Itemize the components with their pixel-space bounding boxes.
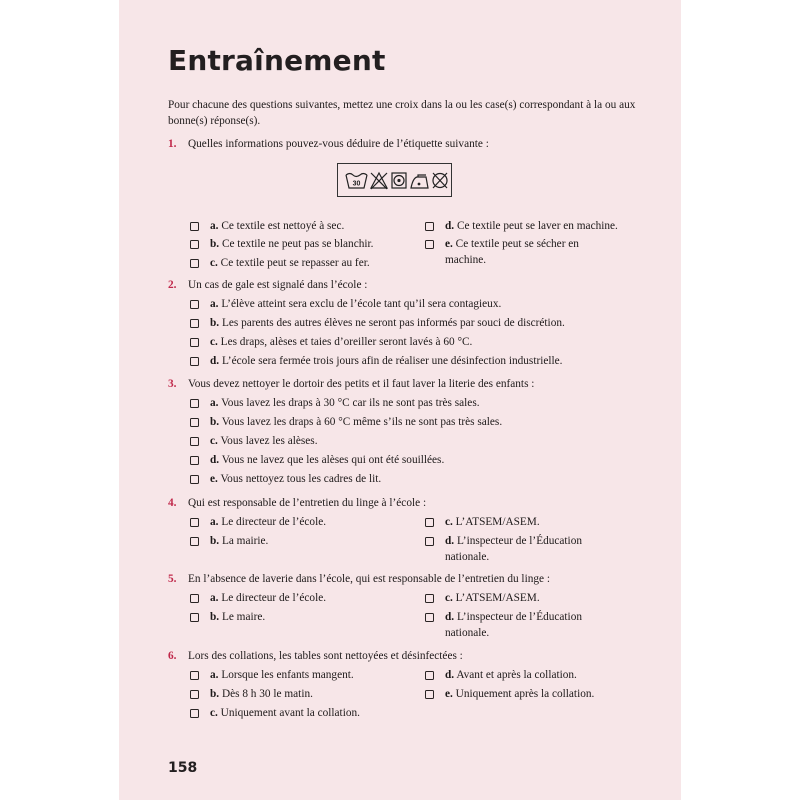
checkbox[interactable] [190,456,199,465]
option-6b[interactable] [190,686,400,702]
question-number: 1. [168,138,177,150]
question-text: Qui est responsable de l’entretien du linge à l’école : [188,497,427,509]
option-letter: c. [210,257,218,269]
option-letter: d. [445,669,455,681]
option-5b[interactable] [190,609,400,625]
option-3e[interactable] [190,471,640,487]
option-text: L’inspecteur de l’Éducation nationale. [445,611,582,639]
option-3d[interactable] [190,452,640,468]
checkbox[interactable] [190,537,199,546]
option-6d[interactable] [425,667,640,683]
option-letter: b. [210,688,220,700]
checkbox[interactable] [190,518,199,527]
option-letter: a. [210,592,219,604]
option-text: L’ATSEM/ASEM. [455,516,540,528]
option-text: Ce textile est nettoyé à sec. [221,220,345,232]
option-text: Vous ne lavez que les alèses qui ont été souillées. [221,454,445,466]
question-3 [168,376,638,392]
checkbox[interactable] [190,319,199,328]
option-text: L’élève atteint sera exclu de l’école tant qu’il sera contagieux. [221,298,502,310]
option-letter: c. [445,592,453,604]
option-letter: a. [210,298,219,310]
option-5c[interactable] [425,590,640,606]
checkbox[interactable] [425,240,434,249]
option-letter: b. [210,611,220,623]
option-text: Vous nettoyez tous les cadres de lit. [220,473,382,485]
option-2d[interactable] [190,353,640,369]
option-5d[interactable] [425,609,625,641]
option-text: Dès 8 h 30 le matin. [221,688,313,700]
option-letter: c. [210,435,218,447]
option-1d[interactable] [425,218,640,234]
option-6c[interactable] [190,705,400,721]
option-1e[interactable] [425,236,595,268]
checkbox[interactable] [190,300,199,309]
option-4a[interactable] [190,514,400,530]
option-text: Ce textile peut se repasser au fer. [220,257,370,269]
question-number: 6. [168,650,177,662]
svg-text:30: 30 [352,180,361,188]
checkbox[interactable] [190,259,199,268]
option-letter: e. [210,473,218,485]
option-letter: c. [445,516,453,528]
option-text: Uniquement après la collation. [455,688,595,700]
option-letter: a. [210,397,219,409]
option-4c[interactable] [425,514,640,530]
no-dry-clean-icon [433,173,447,188]
question-text: Vous devez nettoyer le dortoir des petits et il faut laver la literie des enfants : [188,378,535,390]
iron-icon [411,175,428,188]
checkbox[interactable] [425,518,434,527]
option-6e[interactable] [425,686,640,702]
question-2 [168,277,638,293]
option-letter: a. [210,220,219,232]
option-letter: d. [210,454,220,466]
checkbox[interactable] [190,709,199,718]
option-letter: d. [445,611,455,623]
option-text: Vous lavez les draps à 30 °C car ils ne sont pas très sales. [221,397,480,409]
option-letter: b. [210,416,220,428]
option-2c[interactable] [190,334,640,350]
option-text: Ce textile peut se laver en machine. [456,220,618,232]
question-number: 2. [168,279,177,291]
tumble-dry-icon [392,173,406,188]
checkbox[interactable] [190,437,199,446]
option-text: Le directeur de l’école. [221,592,327,604]
question-1 [168,136,638,152]
option-6a[interactable] [190,667,400,683]
no-bleach-icon [371,173,387,189]
checkbox[interactable] [190,357,199,366]
option-text: Ce textile ne peut pas se blanchir. [221,238,374,250]
option-letter: d. [445,220,455,232]
option-text: Les draps, alèses et taies d’oreiller seront lavés à 60 °C. [220,336,473,348]
checkbox[interactable] [425,594,434,603]
checkbox[interactable] [425,671,434,680]
question-4 [168,495,638,511]
checkbox[interactable] [425,690,434,699]
option-letter: b. [210,535,220,547]
option-letter: c. [210,336,218,348]
checkbox[interactable] [425,537,434,546]
checkbox[interactable] [190,338,199,347]
option-letter: b. [210,317,220,329]
option-letter: c. [210,707,218,719]
option-text: Le maire. [221,611,266,623]
instructions: Pour chacune des questions suivantes, mettez une croix dans la ou les case(s) correspondant à la ou aux bonne(s) réponse(s). [168,99,636,127]
checkbox[interactable] [190,613,199,622]
question-text: Un cas de gale est signalé dans l’école : [188,279,368,291]
question-number: 5. [168,573,177,585]
option-1a[interactable] [190,218,400,234]
question-number: 3. [168,378,177,390]
option-text: Vous lavez les alèses. [220,435,318,447]
wash-30-icon [346,174,367,189]
option-letter: a. [210,516,219,528]
option-text: Ce textile peut se sécher en machine. [445,238,579,266]
option-text: Lorsque les enfants mangent. [221,669,354,681]
option-3c[interactable] [190,433,640,449]
option-letter: e. [445,688,453,700]
checkbox[interactable] [190,475,199,484]
checkbox[interactable] [190,671,199,680]
option-2a[interactable] [190,296,640,312]
question-text: Quelles informations pouvez-vous déduire de l’étiquette suivante : [188,138,489,150]
option-4d[interactable] [425,533,625,565]
option-1b[interactable] [190,236,400,252]
option-1c[interactable] [190,255,400,271]
checkbox[interactable] [190,594,199,603]
question-text: Lors des collations, les tables sont nettoyées et désinfectées : [188,650,463,662]
option-letter: b. [210,238,220,250]
page [119,0,681,800]
page-number: 158 [168,760,198,776]
checkbox[interactable] [190,240,199,249]
question-text: En l’absence de laverie dans l’école, qui est responsable de l’entretien du linge : [188,573,550,585]
option-text: L’école sera fermée trois jours afin de réaliser une désinfection industrielle. [221,355,563,367]
option-text: Avant et après la collation. [456,669,577,681]
page-title: Entraînement [168,44,386,77]
option-letter: a. [210,669,219,681]
question-number: 4. [168,497,177,509]
option-text: La mairie. [221,535,269,547]
checkbox[interactable] [190,690,199,699]
checkbox[interactable] [425,613,434,622]
option-letter: d. [445,535,455,547]
option-text: Uniquement avant la collation. [220,707,360,719]
checkbox[interactable] [190,399,199,408]
option-letter: e. [445,238,453,250]
option-5a[interactable] [190,590,400,606]
question-5 [168,571,638,587]
care-label [337,163,452,197]
checkbox[interactable] [190,222,199,231]
option-text: L’inspecteur de l’Éducation nationale. [445,535,582,563]
option-4b[interactable] [190,533,400,549]
question-6 [168,648,638,664]
option-text: Les parents des autres élèves ne seront pas informés par souci de discrétion. [221,317,565,329]
option-letter: d. [210,355,220,367]
option-text: Vous lavez les draps à 60 °C même s’ils ne sont pas très sales. [221,416,503,428]
option-text: Le directeur de l’école. [221,516,327,528]
checkbox[interactable] [425,222,434,231]
option-2b[interactable] [190,315,640,331]
option-text: L’ATSEM/ASEM. [455,592,540,604]
checkbox[interactable] [190,418,199,427]
option-3b[interactable] [190,414,640,430]
option-3a[interactable] [190,395,640,411]
